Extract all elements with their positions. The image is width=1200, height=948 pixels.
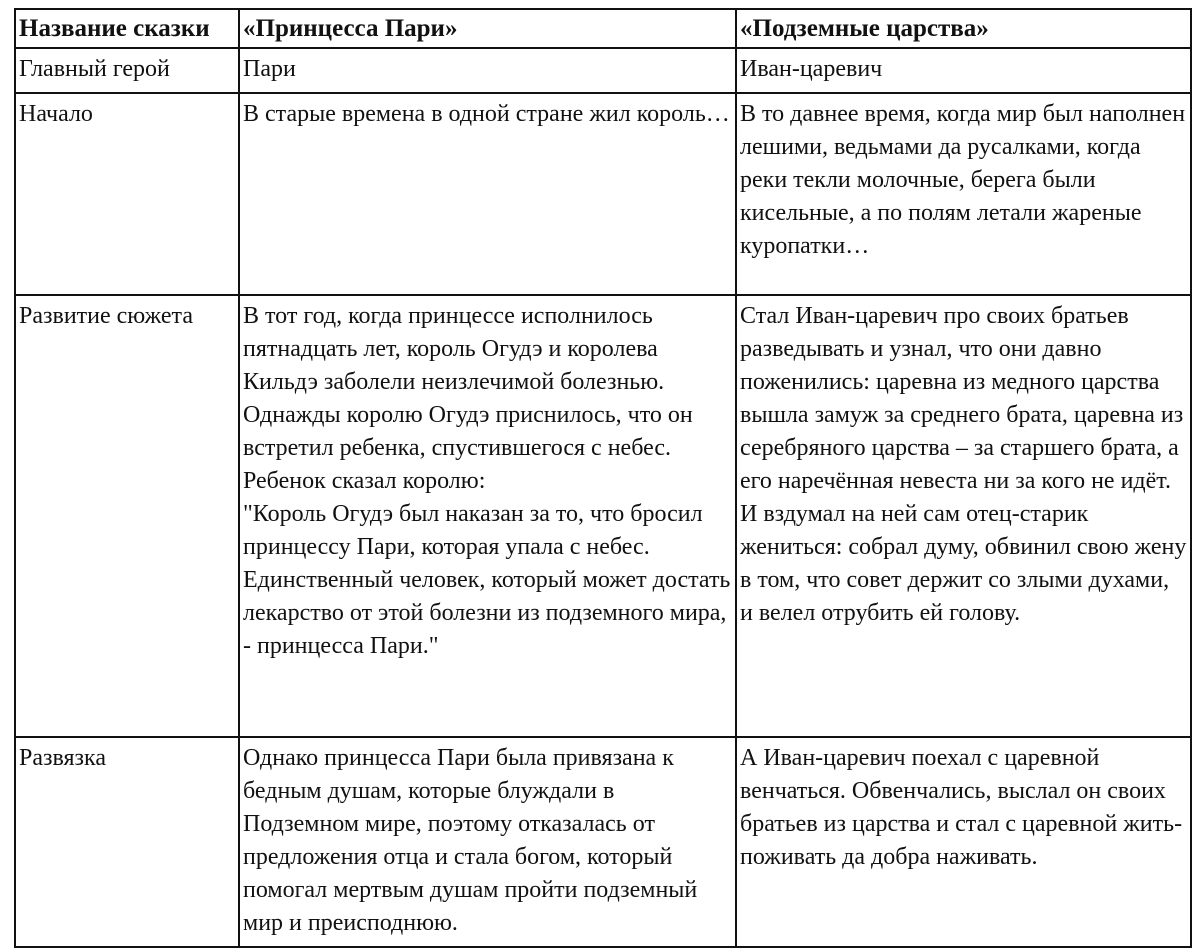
cell-underground: А Иван-царевич поехал с царевной венчаться. Обвенчались, выслал он своих братьев из царства и стал с царевной жить-поживать да добра наживать.	[736, 737, 1191, 947]
table-row	[15, 48, 1191, 93]
cell-underground: В то давнее время, когда мир был наполнен лешими, ведьмами да русалками, когда реки текли молочные, берега были кисельные, а по полям летали жареные куропатки…	[736, 93, 1191, 295]
header-princess-pari: «Принцесса Пари»	[239, 9, 736, 48]
header-underground-kingdoms: «Подземные царства»	[736, 9, 1191, 48]
cell-underground: Иван-царевич	[736, 48, 1191, 93]
row-label: Развязка	[15, 737, 239, 947]
row-label: Главный герой	[15, 48, 239, 93]
row-label: Начало	[15, 93, 239, 295]
row-label: Развитие сюжета	[15, 295, 239, 737]
header-tale-name: Название сказки	[15, 9, 239, 48]
table-header-row	[15, 9, 1191, 48]
cell-pari: Однако принцесса Пари была привязана к бедным душам, которые блуждали в Подземном мире, поэтому отказалась от предложения отца и стала богом, который помогал мертвым душам пройти подземный мир и преисподнюю.	[239, 737, 736, 947]
cell-pari: Пари	[239, 48, 736, 93]
cell-pari: В тот год, когда принцессе исполнилось пятнадцать лет, король Огудэ и королева Кильдэ заболели неизлечимой болезнью. Однажды королю Огудэ приснилось, что он встретил ребенка, спустившегося с небес. Ребенок сказал королю: "Король Огудэ был наказан за то, что бросил принцессу Пари, которая упала с небес. Единственный человек, который может достать лекарство от этой болезни из подземного мира, - принцесса Пари."	[239, 295, 736, 737]
cell-pari: В старые времена в одной стране жил король…	[239, 93, 736, 295]
cell-underground: Стал Иван-царевич про своих братьев разведывать и узнал, что они давно поженились: царевна из медного царства вышла замуж за среднего брата, царевна из серебряного царства – за старшего брата, а его наречённая невеста ни за кого не идёт. И вздумал на ней сам отец-старик жениться: собрал думу, обвинил свою жену в том, что совет держит со злыми духами, и велел отрубить ей голову.	[736, 295, 1191, 737]
table-row	[15, 93, 1191, 295]
table-row	[15, 737, 1191, 947]
fairy-tale-comparison-table	[14, 8, 1192, 948]
table-row	[15, 295, 1191, 737]
